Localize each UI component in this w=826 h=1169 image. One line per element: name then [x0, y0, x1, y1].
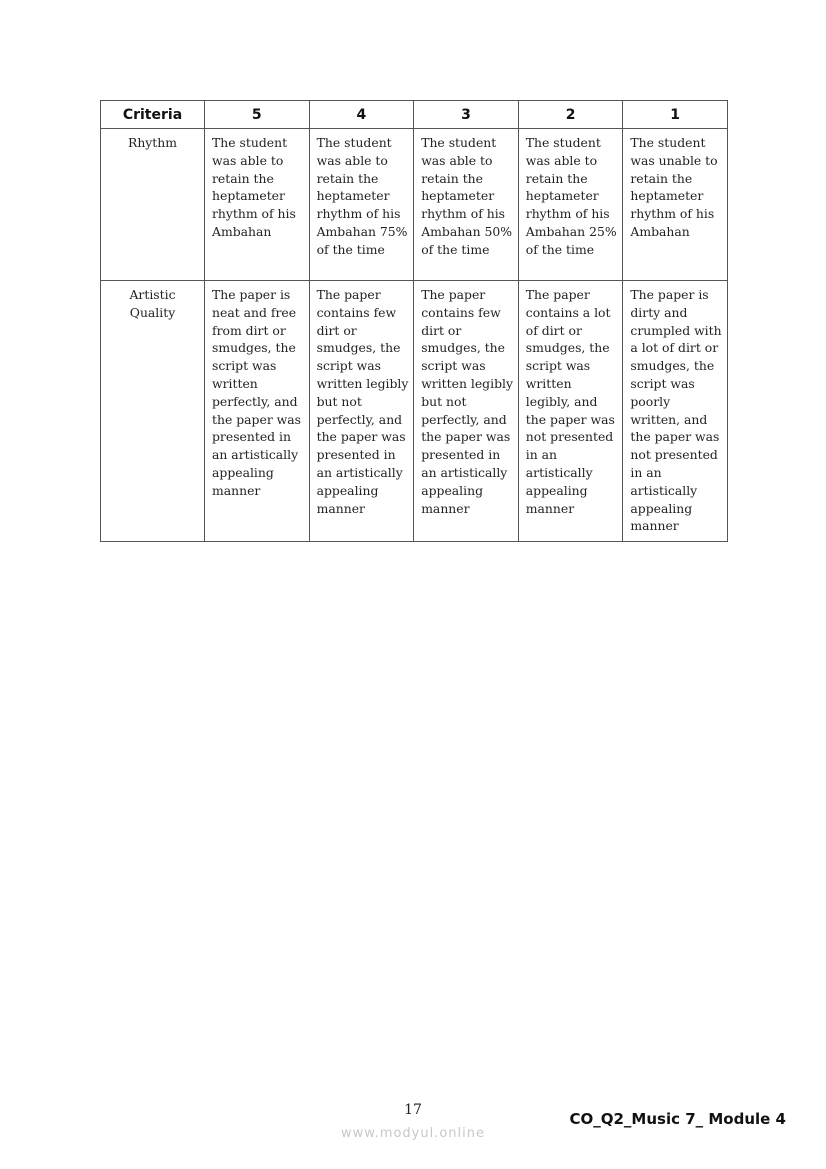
header-score-3: 3	[414, 101, 519, 129]
page-number: 17	[404, 1102, 422, 1118]
criteria-artistic-quality: Artistic Quality	[101, 281, 205, 542]
header-score-2: 2	[518, 101, 623, 129]
table-cell: The student was able to retain the heptameter rhythm of his Ambahan 25% of the time	[518, 129, 623, 281]
table-cell: The student was able to retain the heptameter rhythm of his Ambahan	[205, 129, 310, 281]
table-cell: The student was able to retain the heptameter rhythm of his Ambahan 50% of the time	[414, 129, 519, 281]
header-criteria: Criteria	[101, 101, 205, 129]
criteria-rhythm: Rhythm	[101, 129, 205, 281]
table-cell: The paper is neat and free from dirt or smudges, the script was written perfectly, and the paper was presented in an artistically appealing manner	[205, 281, 310, 542]
rubric-table	[100, 100, 728, 542]
table-cell: The paper contains few dirt or smudges, the script was written legibly but not perfectly, and the paper was presented in an artistically appealing manner	[309, 281, 414, 542]
header-score-1: 1	[623, 101, 728, 129]
watermark: www.modyul.online	[340, 1126, 486, 1141]
header-score-5: 5	[205, 101, 310, 129]
header-score-4: 4	[309, 101, 414, 129]
table-cell: The paper contains a lot of dirt or smudges, the script was written legibly, and the paper was not presented in an artistically appealing manner	[518, 281, 623, 542]
table-row	[101, 281, 728, 542]
table-header-row	[101, 101, 728, 129]
table-cell: The paper is dirty and crumpled with a lot of dirt or smudges, the script was poorly written, and the paper was not presented in an artistically appealing manner	[623, 281, 728, 542]
module-code: CO_Q2_Music 7_ Module 4	[569, 1110, 786, 1128]
table-cell: The student was able to retain the heptameter rhythm of his Ambahan 75% of the time	[309, 129, 414, 281]
table-row	[101, 129, 728, 281]
table-cell: The student was unable to retain the heptameter rhythm of his Ambahan	[623, 129, 728, 281]
table-cell: The paper contains few dirt or smudges, the script was written legibly but not perfectly, and the paper was presented in an artistically appealing manner	[414, 281, 519, 542]
